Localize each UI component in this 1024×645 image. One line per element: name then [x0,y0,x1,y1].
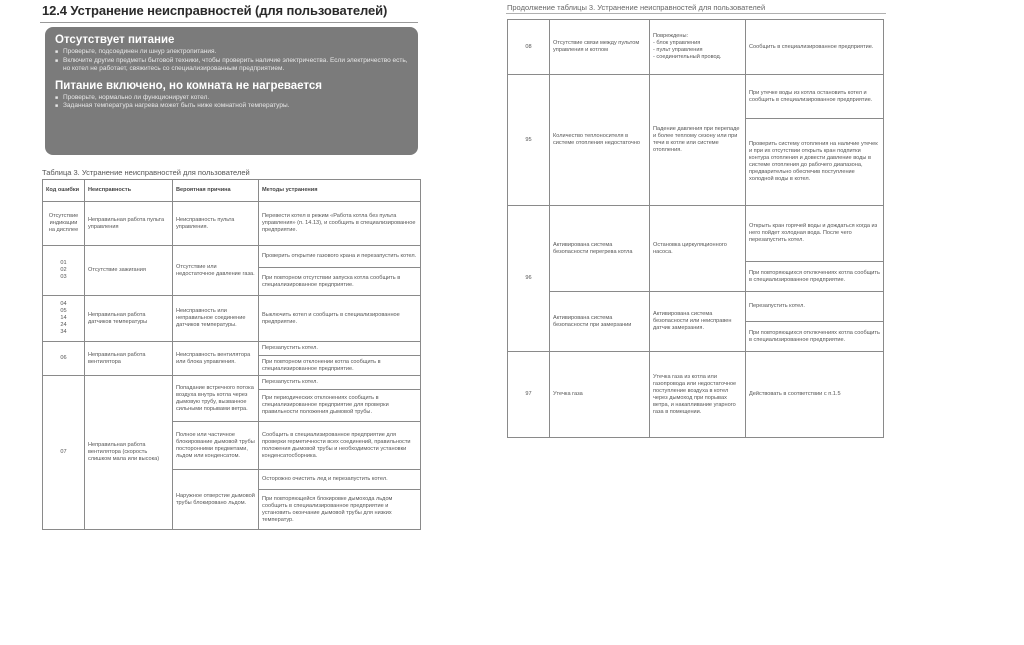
header-code: Код ошибки [43,180,85,202]
continuation-divider [506,13,886,14]
error-code: 06 [43,342,85,376]
fix-cell: Сообщить в специализированное предприятие. [746,20,884,75]
cause-cell: Неисправность или неправильное соединение датчиков температуры. [173,296,259,342]
fix-cell: Проверить систему отопления на наличие утечек и при их отсутствии открыть кран подпитки контура отопления и довести давление воды в системе отопления до рабочего диапазона, предварительно обеспечив поступление холодной воды в котел. [746,119,884,206]
cause-cell: Повреждены: - блок управления - пульт управления - соединительный провод. [650,20,746,75]
error-code: 04 05 14 24 34 [43,296,85,342]
continuation-title: Продолжение таблицы 3. Устранение неисправностей для пользователей [507,3,766,12]
cause-cell: Неисправность пульта управления. [173,202,259,246]
error-code: 96 [508,206,550,352]
fault-cell: Количество теплоносителя в системе отопления недостаточно [550,75,650,206]
fix-cell: При утечке воды из котла остановить котел и сообщить в специализированное предприятие. [746,75,884,119]
fix-cell: Перезапустить котел. [259,342,421,356]
error-code: 95 [508,75,550,206]
error-code: Отсутствие индикации на дисплее [43,202,85,246]
cause-cell: Активирована система безопасности или неисправен датчик замерзания. [650,292,746,352]
cause-cell: Полное или частичное блокирование дымовой трубы посторонними предметами, льдом или конденсатом. [173,422,259,470]
title-divider [40,22,418,23]
cause-cell: Попадание встречного потока воздуха внутрь котла через дымовую трубу, вызванное сильными порывами ветра. [173,376,259,422]
fault-cell: Неправильная работа вентилятора [85,342,173,376]
troubleshooting-table-continued [507,19,884,438]
fault-cell: Утечка газа [550,352,650,438]
fault-cell: Отсутствие зажигания [85,246,173,296]
info-box [45,27,418,155]
cause-cell: Неисправность вентилятора или блока управления. [173,342,259,376]
fix-cell: При повторяющихся отключениях котла сообщить в специализированное предприятие. [746,322,884,352]
fix-cell: Открыть кран горячей воды и дождаться когда из него пойдет холодная вода. После чего перезапустить котел. [746,206,884,262]
table-caption: Таблица 3. Устранение неисправностей для пользователей [42,168,250,177]
error-code: 08 [508,20,550,75]
fix-cell: Перезапустить котел. [259,376,421,390]
troubleshooting-table [42,179,421,530]
fix-cell: При повторном отсутствии запуска котла сообщить в специализированное предприятие. [259,268,421,296]
fix-cell: Осторожно очистить лед и перезапустить котел. [259,470,421,490]
no-heat-heading: Питание включено, но комната не нагревается [55,79,323,92]
header-fix: Методы устранения [259,180,421,202]
error-code: 01 02 03 [43,246,85,296]
header-fault: Неисправность [85,180,173,202]
fix-cell: Перевести котел в режим «Работа котла без пульта управления» (п. 14.13), и сообщить в специализированное предприятие. [259,202,421,246]
cause-cell: Остановка циркуляционного насоса. [650,206,746,292]
error-code: 07 [43,376,85,530]
fault-cell: Неправильная работа пульта управления [85,202,173,246]
error-code: 97 [508,352,550,438]
fix-cell: Выключить котел и сообщить в специализированное предприятие. [259,296,421,342]
fix-cell: При повторяющейся блокировке дымохода льдом сообщить в специализированное предприятие и установить окончание дымовой трубы для низких температур. [259,490,421,530]
fault-cell: Отсутствие связи между пультом управления и котлом [550,20,650,75]
no-power-heading: Отсутствует питание [55,34,175,46]
header-cause: Вероятная причина [173,180,259,202]
section-title: 12.4 Устранение неисправностей (для пользователей) [42,3,388,18]
fix-cell: При периодических отклонениях сообщить в специализированное предприятие для проверки правильности положения дымовой трубы. [259,390,421,422]
fix-cell: При повторном отклонении котла сообщить в специализированное предприятие. [259,356,421,376]
cause-cell: Падение давления при перепаде и более теплому сезону или при течи в котле или системе отопления. [650,75,746,206]
no-power-bullet-1: ■ Проверьте, подсоединен ли шнур электропитания. [55,48,408,57]
fault-cell: Активирована система безопасности перегрева котла [550,206,650,292]
fix-cell: Действовать в соответствии с п.1.5 [746,352,884,438]
fault-cell: Неправильная работа вентилятора (скорость слишком мала или высока) [85,376,173,530]
fix-cell: Сообщить в специализированное предприятие для проверки герметичности всех соединений, правильности положения дымовой трубы и необходимости установки конденсатосборника. [259,422,421,470]
fix-cell: Перезапустить котел. [746,292,884,322]
cause-cell: Наружное отверстие дымовой трубы блокировано льдом. [173,470,259,530]
no-heat-bullet-2: ■ Заданная температура нагрева может быть ниже комнатной температуры. [55,102,408,111]
no-power-bullet-2: ■ Включите другие предметы бытовой техники, чтобы проверить наличие электричества. Если электричество есть, но котел не работает, свяжитесь со специализированным предприятием. [55,57,408,74]
fix-cell: Проверить открытие газового крана и перезапустить котел. [259,246,421,268]
cause-cell: Отсутствие или недостаточное давление газа. [173,246,259,296]
cause-cell: Утечка газа из котла или газопровода или недостаточное поступление воздуха в котел через дымоход при порывах ветра, и накапливание угарного газа в помещении. [650,352,746,438]
fault-cell: Активирована система безопасности при замерзании [550,292,650,352]
fix-cell: При повторяющихся отключениях котла сообщить в специализированное предприятие. [746,262,884,292]
fault-cell: Неправильная работа датчиков температуры [85,296,173,342]
no-heat-bullet-1: ■ Проверьте, нормально ли функционирует котел. [55,94,408,103]
